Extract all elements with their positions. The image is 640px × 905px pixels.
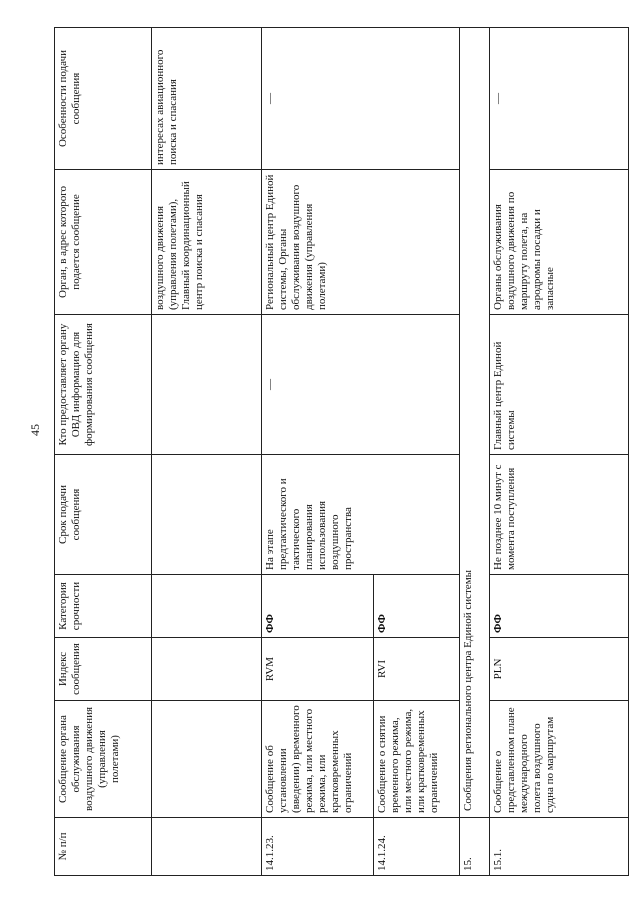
cell-features: интересах авиационного поиска и спасания — [152, 28, 262, 170]
col-header-deadline: Срок подачи сообщения — [55, 455, 152, 575]
cell-num — [152, 818, 262, 876]
cell-index: PLN — [490, 638, 629, 701]
col-header-category: Категория срочности — [55, 575, 152, 638]
cell-addressee: Региональный центр Единой системы, Органы обслуживания воздушного движения (управления полетами) — [262, 170, 460, 315]
cell-message — [152, 701, 262, 818]
table-row — [152, 28, 262, 876]
cell-category: ФФ — [490, 575, 629, 638]
cell-addressee: Органы обслуживания воздушного движения по маршруту полета, на аэродромы посадки и запасные — [490, 170, 629, 315]
col-header-index: Индекс сообщения — [55, 638, 152, 701]
cell-message: Сообщение о снятии временного режима, или местного режима, или кратковременных ограничений — [374, 701, 460, 818]
cell-deadline — [152, 455, 262, 575]
cell-num: 14.1.23. — [262, 818, 374, 876]
page-number: 45 — [28, 424, 42, 436]
cell-provider: — — [262, 315, 460, 455]
cell-deadline: На этапе предтактического и тактического планирования использования воздушного пространства — [262, 455, 460, 575]
section-title: Сообщения регионального центра Единой системы — [460, 28, 490, 818]
section-row — [460, 28, 490, 876]
cell-category — [152, 575, 262, 638]
cell-provider — [152, 315, 262, 455]
cell-category: ФФ — [374, 575, 460, 638]
rotated-table-wrapper — [54, 28, 628, 876]
cell-category: ФФ — [262, 575, 374, 638]
cell-message: Сообщение об установлении (введении) временного режима, или местного режима, или кратковременных ограничений — [262, 701, 374, 818]
cell-index: RVI — [374, 638, 460, 701]
cell-provider: Главный центр Единой системы — [490, 315, 629, 455]
cell-features: — — [262, 28, 460, 170]
table-row — [262, 28, 374, 876]
cell-index: RVM — [262, 638, 374, 701]
cell-deadline: Не позднее 10 минут с момента поступления — [490, 455, 629, 575]
cell-num: 15.1. — [490, 818, 629, 876]
cell-num: 14.1.24. — [374, 818, 460, 876]
cell-index — [152, 638, 262, 701]
col-header-num: № п/п — [55, 818, 152, 876]
col-header-message: Сообщение органа обслуживания воздушного движения (управления полетами) — [55, 701, 152, 818]
table-row — [490, 28, 629, 876]
section-num: 15. — [460, 818, 490, 876]
cell-message: Сообщение о представленном плане международного полета воздушного судна по маршрутам — [490, 701, 629, 818]
messages-table — [54, 27, 629, 876]
header-row — [55, 28, 152, 876]
col-header-provider: Кто предоставляет органу ОВД информацию для формирования сообщения — [55, 315, 152, 455]
col-header-features: Особенности подачи сообщения — [55, 28, 152, 170]
cell-features: — — [490, 28, 629, 170]
cell-addressee: воздушного движения (управления полетами), Главный координационный центр поиска и спасания — [152, 170, 262, 315]
col-header-addressee: Орган, в адрес которого подается сообщение — [55, 170, 152, 315]
